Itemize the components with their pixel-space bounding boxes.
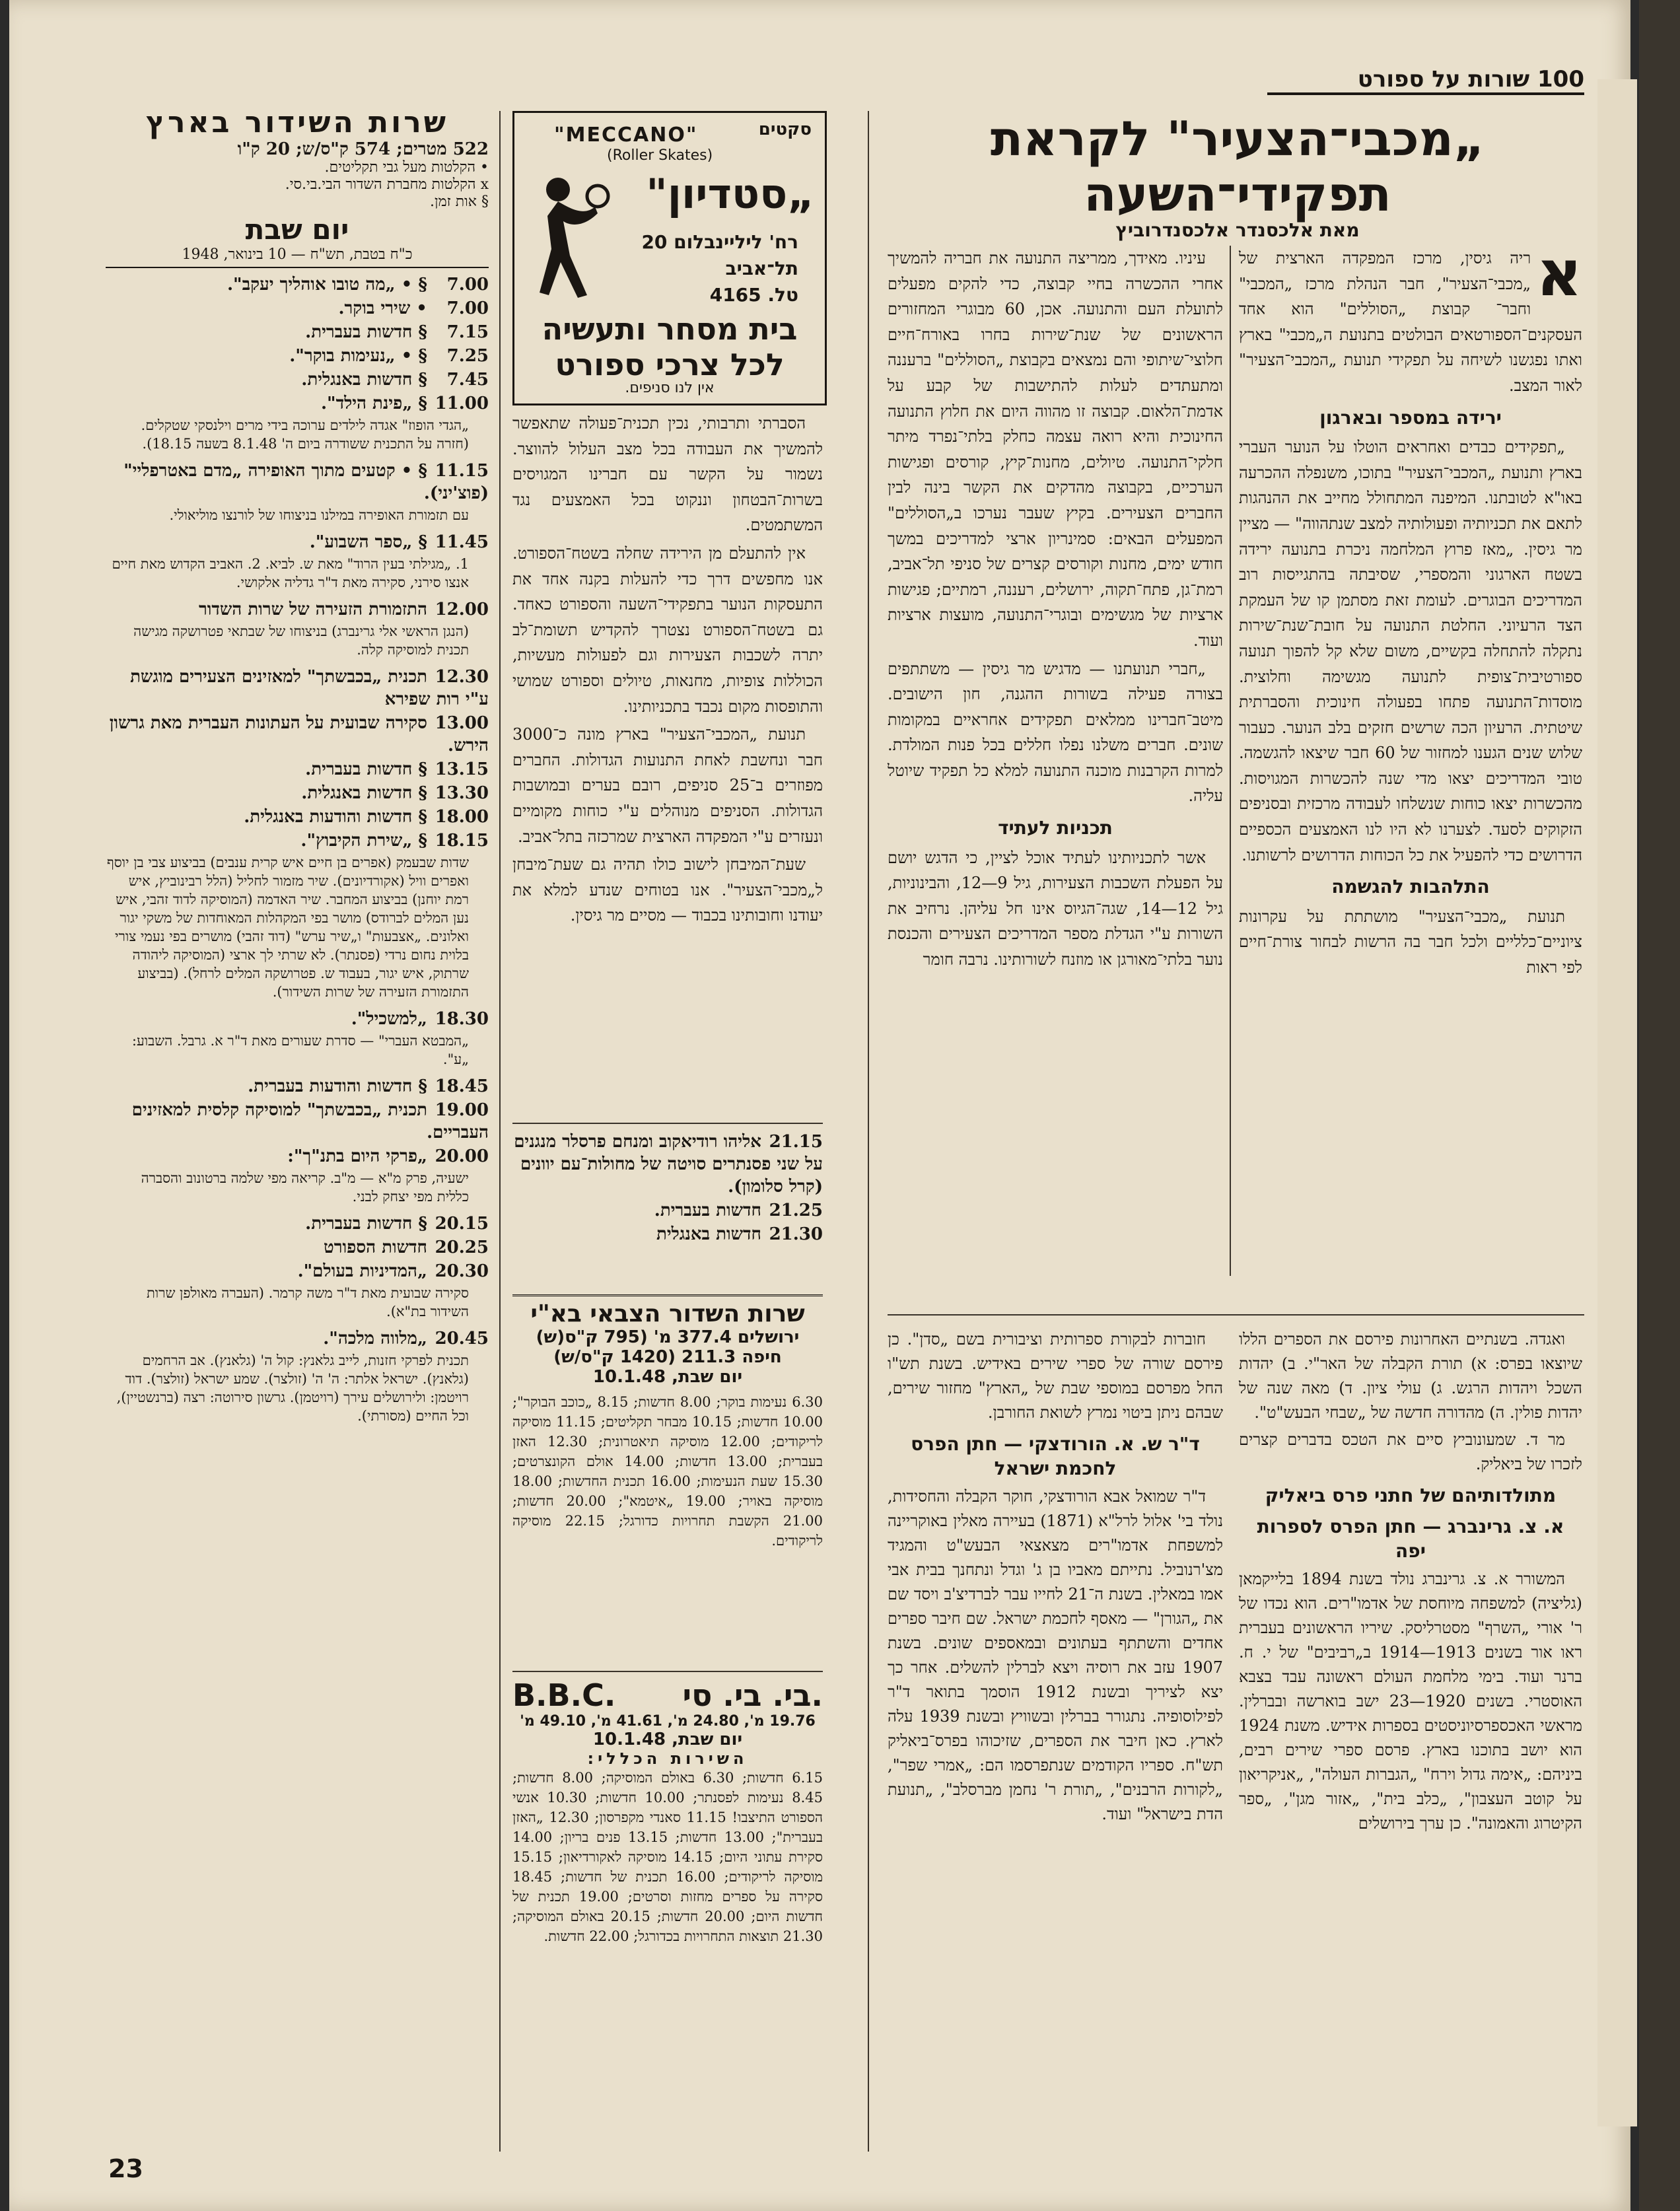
schedule-time: 18.45: [435, 1076, 489, 1096]
schedule-time: 11.15: [435, 461, 489, 481]
ad-phone: טל. 4165: [709, 284, 798, 306]
schedule-title: „פרקי היום בתנ"ך":: [287, 1146, 427, 1166]
article-paragraph: אין להתעלם מן הירידה שחלה בשטח־הספורט. אנו מחפשים דרך כדי להעלות בקנה אחד את התעסקות הנוער בתפקידי־השעה והספורט כאחד. גם בשטח־הספורט נצטרך להקדיש תשומת־לב יתרה לשכבות הצעירות וגם לפעולות מעשיות, הכוללות צופיות, מחנאות, טיולים וספורט שמושי והתופסות מקום נכבד בתכניותינו.: [512, 544, 823, 716]
radio-items: [106, 273, 489, 1425]
article-paragraph: „תפקידים כבדים ואחראים הוטלו על הנוער העברי בארץ ותנועת „המכבי־הצעיר" בתוכו, משנפלה ההכרעה באו"א לטובתנו. המיפנה המתחולל מחייב את ההנהגות לתאם את תכניותיה ופעולותיה למצב שנתהווה" — מציין מר גיסין. „מאז פרוץ המלחמה ניכרת בתנועה ירידה בשטח הארגוני והמספרי, שסיבתה בהתגייסות רוב המדריכים הבוגרים. לעומת זאת מסתמן קו של העמקת הצד הרעיוני. החלטת התנועה על חובת־שנת־שירות נתקלה להתחלה בקשיים, משום שלא קל להפוך תנועה ספורטיבית־צופית לתנועה מגשימה וחלוצית. מוסדות־התנועה פתחו בפעולה חינוכית והסברתית שיטתית. הרעיון הכה שרשים חזקים בלב הנוער. כעבור שלוש שנים הגענו למחזור של 60 חבר שיצאו להגשמה. טובי המדריכים יצאו מדי שנה להכשרות המגויסות. מהכשרות יצאו כוחות שנשלחו לעבודה מרכזית ובסניפים הזקוקים לסעד. לצערנו לא היו לנו האמצעים הכספיים הדרושים כדי להפעיל את כל הכוחות הדרושים לרשותנו.: [1239, 438, 1583, 864]
idf-radio-title: שרות השדור הצבאי בא"י: [512, 1294, 823, 1327]
schedule-title: § חדשות באנגלית.: [301, 370, 427, 390]
radio-date: כ"ח בטבת, תש"ח — 10 בינואר, 1948: [106, 246, 489, 268]
ad-branches: אין לנו סניפים.: [625, 380, 715, 396]
section-label: 100 שורות על ספורט: [1267, 66, 1584, 95]
schedule-description: עם תזמורת האופירה במילנו בניצוחו של לורנצו מוליאולי.: [169, 507, 469, 523]
article-subheading: א. צ. גרינברג — חתן הפרס לספרות יפה: [1257, 1516, 1564, 1562]
schedule-title: חדשות הספורט: [324, 1238, 427, 1257]
article-column-1: [1239, 236, 1583, 1263]
schedule-description: 1. „מגילתי בעין הרוד" מאת ש. לביא. 2. האביב הקדוש מאת חיים אנצו סירני, סקירה מאת ד"ר גדליה אלקושי.: [112, 556, 469, 590]
schedule-title: § • קטעים מתוך האופירה „מדם באטרפליי" (פוצ'יני).: [123, 461, 489, 503]
schedule-item: [106, 1075, 489, 1098]
schedule-time: 21.25: [769, 1201, 823, 1220]
schedule-item: [106, 806, 489, 828]
schedule-item: [106, 1327, 489, 1350]
radio-day: יום שבת: [245, 213, 349, 246]
article-column-2: [888, 246, 1223, 1263]
article-column-3: [512, 411, 823, 1117]
schedule-title: § „פינת הילד".: [320, 394, 427, 413]
schedule-title: „מלווה מלכה".: [323, 1329, 427, 1349]
schedule-time: 12.30: [435, 667, 489, 687]
bbc-title-he: בי. בי. סי.: [682, 1677, 823, 1713]
schedule-time: 7.00: [446, 275, 489, 295]
schedule-item: [106, 1236, 489, 1259]
schedule-title: סקירה שבועית על העתונות העברית מאת גרשון הירש.: [109, 713, 489, 755]
article-paragraph: חוברות לבקורת ספרותית וציבורית בשם „סדן". כן פירסם שורה של ספרי שירים באידיש. בשנת תש"ו החל מפרסם במוספי שבת של „הארץ" מחזור שירים, שבהם ניתן ביטוי נמרץ לשואת החורבן.: [888, 1330, 1223, 1422]
ad-brand: "MECCANO": [554, 123, 698, 147]
schedule-item: [106, 666, 489, 711]
radio-schedule: [106, 106, 489, 2146]
bbc-frequencies: 19.76 מ', 24.80 מ', 41.61 מ', 49.10 מ': [520, 1713, 816, 1730]
schedule-title: § חדשות בעברית.: [305, 1214, 427, 1234]
schedule-item: [512, 1131, 823, 1198]
article-paragraph: תנועת „מכבי־הצעיר" מושתתת על עקרונות ציוניים־כלליים ולכל חבר בה הרשות לבחור צורת־חיים לפי ראות: [1239, 907, 1582, 977]
schedule-time: 11.00: [435, 394, 489, 413]
bialik-prize-column: [1239, 1327, 1582, 2146]
idf-radio-listing: 6.30 נעימות בוקר; 8.00 חדשות; 8.15 „כוכב הבוקר"; 10.00 חדשות; 10.15 מבחר תקליטים; 11.15 מוסיקה לריקודים; 12.00 מוסיקה תיאטרונית; 12.30 האזן בעברית; 13.00 חדשות; 14.00 אולם הקונצרטים; 15.30 שעת הנעימות; 16.00 תכנית החדשות; 18.00 מוסיקה באויר; 19.00 „איטמא"; 20.00 חדשות; 21.00 הקשבת תחרויות כדורגל; 22.15 מוסיקה לריקודים.: [512, 1394, 823, 1549]
column-rule: [499, 111, 501, 2152]
schedule-title: אליהו רודיאקוב ומנחם פרסלר מנגנים על שני פסנתרים סויטה של מחולות־עם יוונים (קרל סלומון).: [514, 1132, 823, 1197]
article-paragraph: אשר לתכניותינו לעתיד אוכל לציין, כי הדגש יושם על הפעלת השכבות הצעירות, גיל 9—12, והבינוניות, גיל 12—14, שגה־הגיוס אינו חל עליהן. נרחיב את השורות ע"י הגדלת מספר המדריכים הצעירים והכנסת נוער בלתי־מאורגן או מוזנח לשורותינו. נרבה חומר: [888, 848, 1223, 969]
stadion-advertisement: [512, 111, 827, 405]
page-gutter: [1597, 79, 1637, 2126]
article-paragraph: המשורר א. צ. גרינברג נולד בשנת 1894 בלייקמאן (גליציה) למשפחה מיוחסת של אדמו"רים. הוא נכדו של ר' אורי „השרף" מסטרליסק. שיריו הראשונים בעברית ראו אור בשנים 1913—1914 ב„רביבים" של י. ח. ברנר ועוד. בימי מלחמת העולם ראשונה עבד בצבא האוסטרי. בשנים 1920—23 ישב בוארשה ובברלין. מראשי האכספרסיוניסטים בספרות אידיש. משנת 1924 הוא יושב בתוכנו בארץ. פרסם ספרי שירים רבים, ביניהם: „אימה גדול וירח" „הגברות העולה", „אניקריאון על קוטב העצבון", „כלב בית", „אזור מגן", „ספר הקיטרוג והאמונה". כן ערך בירושלים: [1239, 1570, 1582, 1833]
article-paragraph: הסברתי ותרבותי, נכין תכנית־פעולה שתאפשר להמשיך את העבודה בכל מצב העלול להווצר. נשמור על הקשר עם חברינו המגויסים בשרות־הבטחון וננקוט בכל האמצעים נגד המשתמטים.: [512, 414, 823, 535]
ad-skates-label: (Roller Skates): [607, 147, 713, 164]
bbc-heading: השירות הכללי:: [587, 1749, 748, 1768]
schedule-title: § חדשות בעברית.: [305, 322, 427, 342]
schedule-title: § חדשות בעברית.: [305, 759, 427, 779]
schedule-title: „המדיניות בעולם".: [297, 1261, 427, 1281]
schedule-description: סקירה שבועית מאת ד"ר משה קרמר. (העברה מאולפן שרות השידור בת"א).: [146, 1285, 469, 1319]
article-paragraph: מר ד. שמעונוביץ סיים את הטכס בדברים קצרים לזכרו של ביאליק.: [1239, 1430, 1582, 1473]
schedule-time: 20.00: [435, 1146, 489, 1166]
article-paragraph: עיניו. מאידך, ממריצה התנועה את חבריה להמשיך אחרי ההכשרה בחיי קבוצה, כדי להקים מפעלים לתועלת העם והתנועה. אכן, 60 מבוגרי המחזורים הראשונים של שנת־שירות בחרו באורח־חיים חלוצי־שיתופי והם נמצאים בקבוצת „הסוללים" ברעננה ומתעתדים לעלות להתישבות של קבע על אדמת־הלאום. קבוצה זו מהווה היום את חלוץ התנועה החינוכית והיא רואה עצמה כחלק בלתי־נפרד מיתר חלקי־התנועה. טיולים, מחנות־קיץ, קורסים ופגישות הערכיים, בקבוצה מהדקים את הקשר בינה לבין החברים הצעירים. בקיץ שעבר נערכו ב„הסוללים" המפעלים הבאים: סמינריון ארצי למדריכים במשך חודש ימים, מחנות וקורסים קצרים של סניפי תל־אביב, רמת־גן, פתח־תקוה, ירושלים, רעננה, רמתיים; פגישות ארציות של מגשימים ובוגרי־התנועה, מועצות ארציות ועוד.: [888, 249, 1223, 650]
bbc-listing: 6.15 חדשות; 6.30 באולם המוסיקה; 8.00 חדשות; 8.45 נעימות לפסנתר; 10.00 חדשות; 10.30 אנשי הספורט התיצבו! 11.15 סאנדי מקפרסון; 12.30 „האזן בעברית"; 13.00 חדשות; 13.15 פנים בריון; 14.00 סקירת עתוני היום; 14.15 מוסיקה לאקורדיאון; 15.15 מוסיקה לריקודים; 16.00 תכנית של חדשות; 18.45 סקירה על ספרים מחזות וסרטים; 19.00 תכנית של חדשות היום; 20.00 חדשות; 20.15 באולם המוסיקה; 21.30 תוצאות התחרויות בכדורגל; 22.00 חדשות.: [512, 1770, 823, 1944]
schedule-item: [106, 531, 489, 553]
article-subheading: ירידה במספר ובארגון: [1319, 406, 1502, 429]
ad-city: תל־אביב: [725, 258, 798, 279]
schedule-title: § • „מה טובו אוהליך יעקב".: [227, 275, 427, 295]
schedule-title: חדשות בעברית.: [654, 1201, 761, 1220]
ad-top-label: סקטים: [758, 120, 812, 139]
article-paragraph: ואגדה. בשנתיים האחרונות פירסם את הספרים הללו שיוצאו בפרס: א) תורת הקבלה של האר"י. ב) יהדות השכל ויהדות הרגש. ג) עולי ציון. ד) מאה שנה של יהדות פולין. ה) מהדורה חדשה של „שבחי הבעש"ט".: [1239, 1330, 1582, 1422]
bbc-day: יום שבת, 10.1.48: [592, 1730, 743, 1749]
schedule-title: § „ספר השבוע".: [309, 532, 427, 552]
article-byline: מאת אלכסנדר אלכסנדרוביץ: [1115, 219, 1360, 241]
schedule-item: [106, 1145, 489, 1168]
schedule-time: 12.00: [435, 600, 489, 619]
ad-business-2: לכל צרכי ספורט: [555, 347, 785, 382]
drop-cap: א: [1536, 236, 1582, 310]
schedule-time: 20.45: [435, 1329, 489, 1349]
radio-legend: x הקלטות מחברת השדור הבי.בי.סי.: [285, 176, 489, 193]
column-rule: [868, 111, 869, 2152]
schedule-item: [106, 297, 489, 320]
horodetzky-column: [888, 1327, 1223, 2146]
schedule-title: התזמורת הזעירה של שרות השדור: [198, 600, 427, 619]
schedule-item: [512, 1223, 823, 1246]
idf-radio-box: [512, 1294, 823, 1664]
ad-address: [641, 229, 798, 308]
schedule-description: תכנית לפרקי חזנות, לייב גלאנץ: קול ה' (גלאנץ). אב הרחמים (גלאנץ). ישראל אלתר: ה' ה' (זולצר). שמע ישראל (זולצר). דוד רויטמן: ולירושלים עירך (רויטמן). גרשון סירוטה: רצה (ברנשטיין), וכל החיים (מסורתי).: [116, 1352, 469, 1424]
schedule-item: [106, 598, 489, 621]
schedule-time: 20.15: [435, 1214, 489, 1234]
article-paragraph: „חברי תנועתנו — מדגיש מר גיסין — משתתפים בצורה פעילה בשורות ההגנה, חון הישובים. מיטב־חברינו ממלאים תפקידים אחראיים במקומות שונים. חברים משלנו נפלו חללים בכל פנות המולדת. למרות הקרבנות מוכנה התנועה למלא כל תפקיד שיוטל עליה.: [888, 659, 1223, 806]
schedule-item: [106, 1260, 489, 1282]
schedule-item: [106, 1099, 489, 1144]
schedule-item: [512, 1199, 823, 1222]
newspaper-page: [9, 0, 1630, 2211]
schedule-time: 20.30: [435, 1261, 489, 1281]
book-spine: [1639, 0, 1680, 2211]
schedule-item: [106, 829, 489, 852]
schedule-time: 13.30: [435, 783, 489, 803]
schedule-title: § חדשות באנגלית.: [301, 783, 427, 803]
schedule-item: [106, 368, 489, 391]
schedule-title: § „שירת הקיבוץ".: [300, 831, 427, 851]
article-subheading: מתולדותיהם של חתני פרס ביאליק: [1265, 1485, 1557, 1506]
discus-thrower-icon: [532, 170, 617, 302]
schedule-title: § חדשות והודעות בעברית.: [248, 1076, 427, 1096]
schedule-time: 19.00: [435, 1100, 489, 1120]
schedule-title: § חדשות והודעות באנגלית.: [244, 807, 427, 827]
schedule-title: תכנית „בכבשתך" למאזינים הצעירים מוגשת ע"י רות שפירא: [130, 667, 489, 709]
schedule-item: [106, 273, 489, 296]
section-rule: [512, 1671, 823, 1672]
schedule-item: [106, 345, 489, 367]
evening-schedule: [512, 1131, 823, 1276]
schedule-title: • שירי בוקר.: [338, 298, 427, 318]
schedule-description: שדות שבעמק (אפרים בן חיים איש קרית ענבים) בביצוע צבי בן יוסף ואפרים וויל (אקורדיונים). שיר מזמור לחליל (הלל רבינוביץ, איש רמת יוחנן) בביצוע המחבר. שיר האדמה (המוסיקה לדוד זהבי, איש נען המלים לברודס) מושר בפי המקהלות המאוחדות של משקי יגור ואלונים. „אצבעות" ו„שיר ערש" (דוד זהבי) מושרים בפי נעמי צורי בלוית נחום נרדי (פסנתר). לא שרתי לך ארצי (המוסיקה ליהודה שרתוק, איש יגור, בעבוד ש. פטרושקה המלים לרחל). (בביצוע התזמורת הזעירה של שרות השידור).: [106, 855, 469, 1000]
radio-title: שרות השידור בארץ: [145, 106, 449, 139]
idf-radio-freq-1: ירושלים 377.4 מ' (795 ק"ס(ש): [536, 1327, 800, 1347]
section-rule: [888, 1314, 1584, 1316]
schedule-time: 11.45: [435, 532, 489, 552]
schedule-time: 20.25: [435, 1238, 489, 1257]
schedule-item: [106, 758, 489, 781]
schedule-time: 7.00: [446, 298, 489, 318]
ad-store-name: „סטדיון": [646, 170, 814, 218]
bbc-box: [512, 1677, 823, 2146]
schedule-time: 13.15: [435, 759, 489, 779]
schedule-item: [106, 321, 489, 343]
ad-street: רח' ליליינבלום 20: [641, 231, 798, 253]
schedule-item: [106, 1212, 489, 1235]
schedule-description: „הגדי הופוז" אגדה לילדים ערוכה בידי מרים וילנסקי שטקלים. (חזרה על התכנית ששודרה ביום ה' 8.1.48 בשעה 18.15).: [141, 417, 469, 452]
article-paragraph: ריה גיסין, מרכז המפקדה הארצית של „מכבי־הצעיר", חבר הנהלת מרכז „המכבי" וחבר־ קבוצת „הסוללים" הוא אחד העסקנים־הספורטאים הבולטים בתנועת ה„מכבי" בארץ ואתו נפגשנו לשיחה על תפקידי תנועת „המכבי־הצעיר" לאור המצב.: [1239, 249, 1582, 395]
headline-line-1: „מכבי־הצעיר" לקראת: [990, 111, 1485, 166]
article-subheading: תכניות לעתיד: [998, 817, 1113, 839]
schedule-title: תכנית „בכבשתך" למוסיקה קלסית למאזינים העבריים.: [131, 1100, 489, 1142]
schedule-time: 18.30: [435, 1009, 489, 1029]
section-rule: [512, 1123, 823, 1124]
schedule-description: ישעיה, פרק מ"א — מ"ב. קריאה מפי שלמה ברטונוב והסברה כללית מפי יצחק לבני.: [141, 1170, 469, 1205]
radio-line: 522 מטרים; 574 ק"ס/ש; 20 ק"ו: [237, 139, 489, 159]
schedule-title: § • „נעימות בוקר".: [289, 346, 427, 366]
schedule-time: 7.45: [446, 370, 489, 390]
headline-line-2: תפקידי־השעה: [1084, 166, 1391, 222]
bbc-title-en: B.B.C.: [512, 1677, 616, 1713]
schedule-item: [106, 1008, 489, 1030]
schedule-description: „המבטא העברי" — סדרת שעורים מאת ד"ר א. גרבל. השבוע: „ע".: [131, 1033, 469, 1067]
bbc-title: [512, 1677, 823, 1713]
schedule-item: [106, 712, 489, 757]
article-paragraph: תנועת „המכבי־הצעיר" בארץ מונה כ־3000 חבר ונחשבת לאחת התנועות הגדולות. החברים מפוזרים ב־25 סניפים, רובם בערים ובמושבות הגדולות. הסניפים מנוהלים ע"י כוחות מקומיים ונעזרים ע"י המפקדה הארצית שמרכזה בתל־אביב.: [512, 725, 823, 846]
schedule-time: 18.15: [435, 831, 489, 851]
idf-radio-freq-2: חיפה 211.3 (1420 ק"ס/ש): [553, 1347, 782, 1367]
article-subheading: התלהבות להגשמה: [1331, 876, 1490, 898]
idf-radio-day: יום שבת, 10.1.48: [592, 1367, 743, 1387]
schedule-time: 21.15: [769, 1132, 823, 1152]
schedule-time: 18.00: [435, 807, 489, 827]
schedule-item: [106, 782, 489, 804]
radio-legend: § אות זמן.: [429, 193, 489, 210]
page-number: 23: [108, 2154, 143, 2183]
column-rule: [1230, 246, 1231, 1276]
schedule-time: 7.25: [446, 346, 489, 366]
schedule-time: 13.00: [435, 713, 489, 733]
schedule-title: חדשות באנגלית: [656, 1224, 761, 1244]
radio-legend: • הקלטות מעל גבי תקליטים.: [324, 159, 489, 176]
schedule-item: [106, 460, 489, 505]
schedule-description: (הנגן הראשי אלי גרינברג) בניצוחו של שבתאי פטרושקה מגישה תכנית למוסיקה קלה.: [133, 623, 469, 658]
schedule-item: [106, 392, 489, 415]
schedule-time: 7.15: [446, 322, 489, 342]
article-paragraph: ד"ר שמואל אבא הורודצקי, חוקר הקבלה והחסידות, נולד בי' אלול לרל"א (1871) בעיירה מאלין באוקריינה למשפחת אדמו"רים מצאצאי הבעש"ט והמגיד מצ'רנוביל. נתייתם מאביו בן ג' וגדל ונתחנך בבית אבי אמו במאלין. בשנת ה־21 לחייו עבר לברדיצ'ב ויסד שם את „הגורן" — מאסף לחכמת ישראל. שם חיבר ספרים אחדים והשתתף בעתונים ובמאספים שונים. בשנת 1907 עזב את רוסיה ויצא לברלין להשלים. אחר כך יצא לציריך ובשנת 1912 הוסמך בתואר ד"ר לפילוסופיה. נתגורר בברלין ובשוויץ ובשנת 1939 עלה לארץ. כאן חיבר את הספרים, שזיכוהו בפרס־ביאליק תש"ח. ספריו הקודמים שנתפרסמו הם: „אמרי שפר", „לקורות הרבנים", „תורת ר' נחמן מברסלב", „תנועת הדת בישראל" ועוד.: [888, 1487, 1224, 1823]
ad-business-1: בית מסחר ותעשיה: [542, 311, 798, 347]
article-paragraph: שעת־המיבחן לישוב כולו תהיה גם שעת־מיבחן ל„מכבי־הצעיר". אנו בטוחים שנדע למלא את יעודנו וחובותינו בכבוד — מסיים מר גיסין.: [512, 855, 823, 925]
article-headline: [891, 111, 1584, 222]
schedule-title: „למשכיל".: [351, 1009, 427, 1029]
ad-business-line: [521, 311, 818, 382]
article-subheading: ד"ר ש. א. הורודצקי — חתן הפרס לחכמת ישראל: [911, 1433, 1200, 1479]
schedule-time: 21.30: [769, 1224, 823, 1244]
